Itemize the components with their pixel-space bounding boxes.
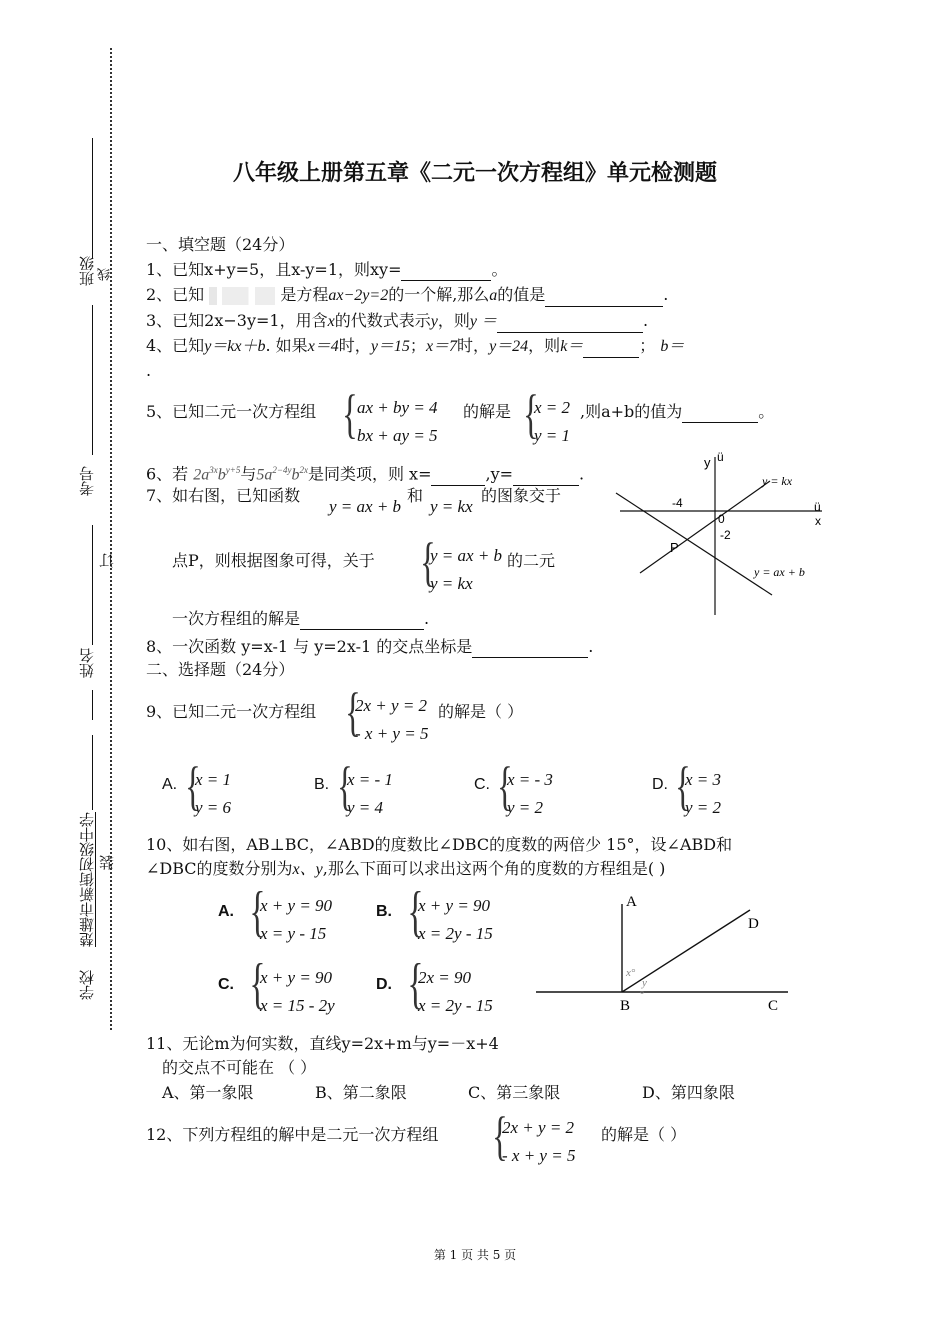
question-5: 5、已知二元一次方程组	[146, 402, 317, 421]
q9-option-a-system: x = 1 y = 6	[195, 770, 232, 817]
q7-system: y = ax + b y = kx	[430, 546, 503, 593]
figure-angle-y: y	[642, 977, 647, 989]
graph1-line-kx	[640, 481, 770, 573]
q9-option-b-system: x = - 1 y = 4	[347, 770, 393, 817]
q9-option-b[interactable]: B.	[314, 776, 330, 793]
q7-line2-tail: 的二元	[507, 551, 556, 570]
q3-answer-blank[interactable]	[497, 314, 643, 333]
figure-angle-deg: °	[640, 990, 644, 1001]
question-4: 4、已知y＝kx＋b. 如果x＝4时，y＝15；x＝7时，y＝24，则k＝ ； b＝	[146, 335, 684, 358]
page-footer: 第 1 页 共 5 页	[433, 1248, 517, 1262]
figure-label-c: C	[768, 998, 779, 1014]
q10-option-b-system: x + y = 90 x = 2y - 15	[418, 896, 493, 943]
graph1-minus-2: -2	[720, 528, 731, 542]
question-1: 1、已知x+y=5，且x-y=1，则xy= 。	[146, 260, 508, 279]
q6-y-blank[interactable]	[513, 467, 579, 486]
line-mark: 线	[98, 268, 113, 281]
zhuang-mark: 装	[98, 855, 116, 870]
q9-option-a[interactable]: A.	[162, 776, 178, 793]
name-underline	[92, 690, 93, 720]
q10-option-d-system: 2x = 90 x = 2y - 15	[418, 968, 493, 1015]
q2-answer-blank[interactable]	[545, 288, 663, 307]
page-title: 八年级上册第五章《二元一次方程组》单元检测题	[232, 161, 717, 186]
q7-intersect: 的图象交于	[481, 486, 562, 505]
question-12: 12、下列方程组的解中是二元一次方程组	[146, 1125, 439, 1144]
q10-option-d[interactable]: D.	[376, 976, 392, 993]
question-8: 8、一次函数 y=x-1 与 y=2x-1 的交点坐标是 .	[146, 637, 594, 656]
q11-option-b[interactable]: B、第二象限	[315, 1083, 407, 1102]
school-underline	[92, 735, 93, 810]
name-label: 姓名	[78, 648, 96, 678]
q10-option-c[interactable]: C.	[218, 976, 234, 993]
graph1-minus-4: -4	[672, 496, 683, 510]
q9-brace: {	[345, 682, 361, 742]
q7-function-1: y = ax + b	[329, 497, 402, 516]
ding-mark: 订	[98, 553, 116, 568]
graph1-x-arrow: ü	[814, 500, 821, 514]
q5-brace-1: {	[342, 384, 358, 444]
graph1-line-axb	[616, 493, 772, 595]
figure-label-b: B	[620, 998, 631, 1014]
graph1-point-p: P	[670, 540, 679, 555]
q10-option-b-brace: {	[407, 881, 424, 943]
q9-system: 2x + y = 2 - x + y = 5	[355, 696, 429, 743]
q9-option-d[interactable]: D.	[652, 776, 668, 793]
question-11-line2: 的交点不可能在 （ ）	[162, 1058, 317, 1077]
q11-option-c[interactable]: C、第三象限	[468, 1083, 561, 1102]
q4-b-blank-dot: .	[146, 361, 152, 380]
q7-line3: 一次方程组的解是 .	[172, 609, 430, 628]
section-1-heading: 一、填空题（24分）	[146, 235, 295, 254]
q9-option-c-brace: {	[497, 756, 513, 816]
q10-option-b[interactable]: B.	[376, 903, 392, 920]
q11-option-d[interactable]: D、第四象限	[642, 1083, 735, 1102]
graph1-origin: 0	[718, 512, 725, 526]
q10-option-c-system: x + y = 90 x = 15 - 2y	[260, 968, 335, 1015]
q10-angle-figure	[532, 888, 792, 1018]
exam-no-underline	[92, 305, 93, 455]
binding-dotted-line	[110, 48, 112, 1030]
q10-option-a-brace: {	[249, 881, 266, 943]
q7-function-2: y = kx	[430, 497, 473, 516]
q1-answer-blank[interactable]	[401, 262, 491, 281]
q5-brace-2: {	[523, 384, 539, 444]
q9-option-c-system: x = - 3 y = 2	[507, 770, 553, 817]
graph1-label-axb: y = ax + b	[754, 565, 805, 579]
class-label: 班级	[78, 256, 96, 286]
q2-blurred-system	[209, 287, 275, 305]
q6-x-blank[interactable]	[431, 467, 485, 486]
q10-option-c-brace: {	[249, 953, 266, 1015]
question-7: 7、如右图，已知函数	[146, 486, 301, 505]
q12-system: 2x + y = 2 - x + y = 5	[502, 1118, 576, 1165]
q10-option-a[interactable]: A.	[218, 903, 234, 920]
q7-answer-blank[interactable]	[300, 611, 424, 630]
name-underline-top	[92, 525, 93, 645]
graph1-label-kx: y = kx	[762, 474, 793, 488]
q7-graph	[600, 445, 830, 620]
graph1-y-arrow: ü	[717, 450, 724, 464]
question-2: 2、已知 是方程ax−2y=2的一个解,那么a的值是 .	[146, 284, 668, 307]
question-10-line2: ∠DBC的度数分别为x、y,那么下面可以求出这两个角的度数的方程组是( )	[146, 859, 666, 878]
question-3: 3、已知2x−3y=1，用含x的代数式表示y，则y ＝ .	[146, 310, 648, 333]
q9-option-a-brace: {	[185, 756, 201, 816]
figure-angle-x: x°	[626, 967, 636, 979]
figure-label-a: A	[626, 894, 637, 910]
q10-option-d-brace: {	[407, 953, 424, 1015]
q11-option-a[interactable]: A、第一象限	[162, 1083, 254, 1102]
q9-tail: 的解是（ ）	[438, 702, 524, 721]
school-name: 楚雄市新街初级中学	[78, 812, 96, 947]
q7-brace: {	[420, 532, 436, 592]
q5-tail: ,则a+b的值为 。	[580, 402, 775, 421]
graph1-y-label: y	[704, 455, 711, 470]
q7-and: 和	[407, 486, 424, 505]
question-9: 9、已知二元一次方程组	[146, 702, 317, 721]
q5-system-2: x = 2 y = 1	[534, 398, 571, 445]
q12-brace: {	[492, 1106, 508, 1166]
figure-label-d: D	[748, 916, 759, 932]
q9-option-c[interactable]: C.	[474, 776, 490, 793]
q5-answer-blank[interactable]	[682, 404, 758, 423]
q5-solution-label: 的解是	[463, 402, 512, 421]
school-label: 学校	[78, 970, 96, 1000]
q8-answer-blank[interactable]	[472, 639, 588, 658]
q9-option-d-brace: {	[675, 756, 691, 816]
question-11-line1: 11、无论m为何实数，直线y=2x+m与y=－x+4	[146, 1034, 499, 1053]
q4-k-blank[interactable]	[583, 339, 639, 358]
section-2-heading: 二、选择题（24分）	[146, 660, 295, 679]
q7-line2: 点P，则根据图象可得，关于	[172, 551, 375, 570]
q9-option-b-brace: {	[337, 756, 353, 816]
question-6: 6、若 $2a^{3x}b^{y+5}$与$5a^{2-4y}b^{2x}$是同类项，则 x= ,y= .	[146, 459, 584, 486]
question-10-line1: 10、如右图，AB⊥BC，∠ABD的度数比∠DBC的度数的两倍少 15°，设∠ABD和	[146, 835, 733, 854]
q5-system-1: ax + by = 4 bx + ay = 5	[357, 398, 438, 445]
q10-option-a-system: x + y = 90 x = y - 15	[260, 896, 333, 943]
exam-no-label: 考号	[78, 466, 96, 496]
q9-option-d-system: x = 3 y = 2	[685, 770, 722, 817]
graph1-x-label: x	[815, 514, 821, 528]
q12-tail: 的解是（ ）	[601, 1125, 687, 1144]
